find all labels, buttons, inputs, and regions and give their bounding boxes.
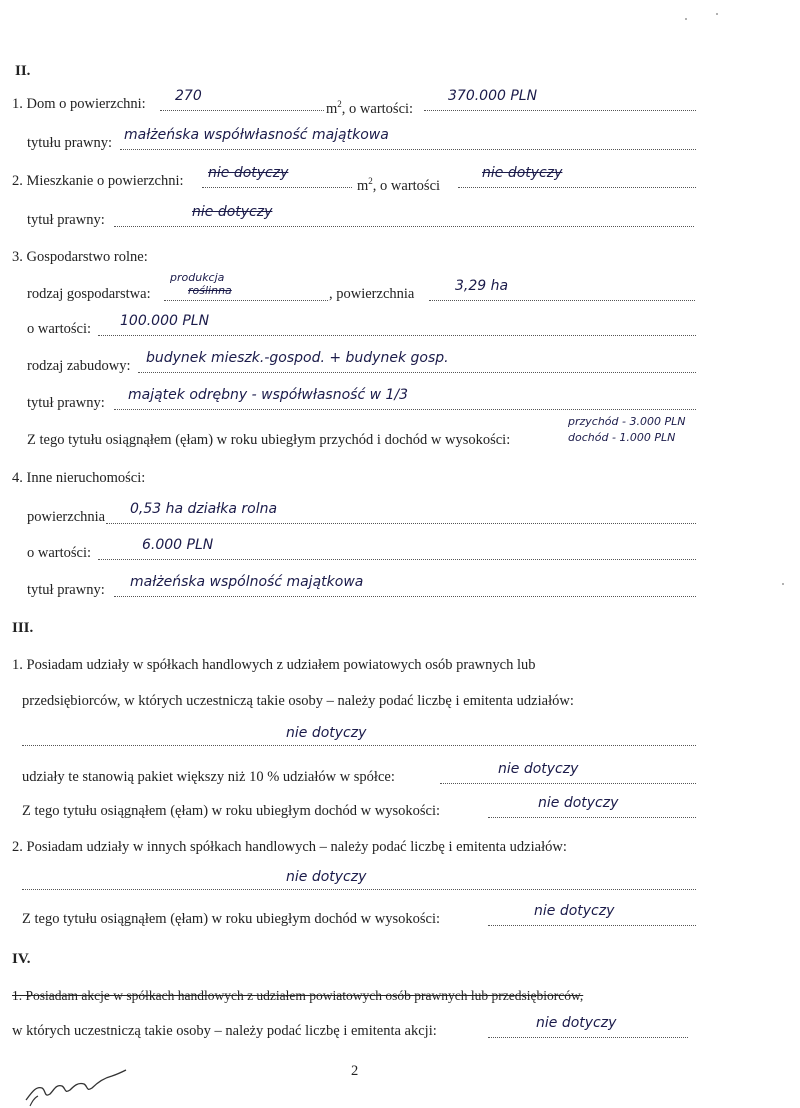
farm-buildings-label: rodzaj zabudowy:	[27, 358, 131, 374]
farm-kind-label: rodzaj gospodarstwa:	[27, 286, 151, 302]
section-heading-iii: III.	[12, 620, 34, 636]
shares-powiat-line	[22, 745, 696, 746]
farm-kind-line	[164, 300, 328, 301]
stocks-powiat-line1: 1. Posiadam akcje w spółkach handlowych z udziałem powiatowych osób prawnych lub przedsiębiorców,	[12, 988, 584, 1003]
other-value-line	[98, 559, 696, 560]
shares-stake-line	[440, 783, 696, 784]
shares-income-label: Z tego tytułu osiągnąłem (ęłam) w roku ubiegłym dochód w wysokości:	[22, 803, 441, 819]
house-title-value: małżeńska współwłasność majątkowa	[124, 127, 389, 143]
scan-speck	[685, 18, 687, 20]
farm-buildings-value: budynek mieszk.-gospod. + budynek gosp.	[146, 350, 449, 366]
shares-other-line	[22, 889, 696, 890]
page-number: 2	[351, 1063, 359, 1079]
stocks-powiat-value: nie dotyczy	[536, 1015, 617, 1031]
other-title-line	[114, 596, 696, 597]
farm-title-line	[114, 409, 696, 410]
farm-value: 100.000 PLN	[120, 313, 210, 329]
flat-title-value: nie dotyczy	[192, 204, 273, 220]
house-label: 1. Dom o powierzchni:	[12, 96, 146, 112]
flat-title-label: tytuł prawny:	[27, 212, 105, 228]
farm-income-label: Z tego tytułu osiągnąłem (ęłam) w roku ubiegłym przychód i dochód w wysokości:	[27, 432, 511, 448]
shares-other-income-label: Z tego tytułu osiągnąłem (ęłam) w roku ubiegłym dochód w wysokości:	[22, 911, 441, 927]
flat-area-line	[202, 187, 352, 188]
shares-stake-value: nie dotyczy	[498, 761, 579, 777]
farm-value-line	[98, 335, 696, 336]
house-area-line	[160, 110, 324, 111]
other-area-line	[106, 523, 696, 524]
farm-title-label: tytuł prawny:	[27, 395, 105, 411]
house-unit: $m^2$, o wartości:	[326, 99, 414, 117]
shares-other-value: nie dotyczy	[286, 869, 367, 885]
other-title-label: tytuł prawny:	[27, 582, 105, 598]
farm-revenue-value: przychód - 3.000 PLN	[568, 415, 686, 428]
house-value-line	[424, 110, 696, 111]
shares-other-income-line	[488, 925, 696, 926]
shares-other-income-value: nie dotyczy	[534, 903, 615, 919]
farm-area-line	[429, 300, 695, 301]
shares-powiat-line1: 1. Posiadam udziały w spółkach handlowych z udziałem powiatowych osób prawnych lub	[12, 657, 536, 673]
farm-kind-value-line1: produkcja	[170, 271, 225, 284]
farm-kind-value-line2: roślinna	[188, 284, 232, 297]
farm-area-label: , powierzchnia	[329, 286, 415, 302]
shares-powiat-value: nie dotyczy	[286, 725, 367, 741]
shares-powiat-line2: przedsiębiorców, w których uczestniczą takie osoby – należy podać liczbę i emitenta udziałów:	[22, 693, 574, 709]
other-area-label: powierzchnia	[27, 509, 106, 525]
section-heading-ii: II.	[15, 63, 31, 79]
farm-title-value: majątek odrębny - współwłasność w 1/3	[128, 387, 409, 403]
farm-income-value: dochód - 1.000 PLN	[568, 431, 676, 444]
farm-value-label: o wartości:	[27, 321, 92, 337]
stocks-powiat-line2: w których uczestniczą takie osoby – należy podać liczbę i emitenta akcji:	[12, 1023, 437, 1039]
house-value: 370.000 PLN	[448, 88, 538, 104]
signature-scribble	[22, 1062, 132, 1108]
flat-label: 2. Mieszkanie o powierzchni:	[12, 173, 184, 189]
scan-speck	[782, 583, 784, 585]
house-title-line	[120, 149, 696, 150]
farm-area-value: 3,29 ha	[455, 278, 509, 294]
flat-title-line	[114, 226, 694, 227]
flat-value: nie dotyczy	[482, 165, 563, 181]
flat-value-line	[458, 187, 696, 188]
shares-income-value: nie dotyczy	[538, 795, 619, 811]
flat-area-value: nie dotyczy	[208, 165, 289, 181]
other-area-value: 0,53 ha działka rolna	[130, 501, 278, 517]
other-title-value: małżeńska wspólność majątkowa	[130, 574, 364, 590]
other-property-label: 4. Inne nieruchomości:	[12, 470, 146, 486]
shares-stake-label: udziały te stanowią pakiet większy niż 10 % udziałów w spółce:	[22, 769, 395, 785]
house-area-value: 270	[175, 88, 202, 104]
other-value-label: o wartości:	[27, 545, 92, 561]
shares-income-line	[488, 817, 696, 818]
scan-speck	[716, 13, 718, 15]
farm-label: 3. Gospodarstwo rolne:	[12, 249, 148, 265]
house-title-label: tytułu prawny:	[27, 135, 112, 151]
stocks-powiat-line	[488, 1037, 688, 1038]
shares-other-label: 2. Posiadam udziały w innych spółkach handlowych – należy podać liczbę i emitenta udziałów:	[12, 839, 567, 855]
section-heading-iv: IV.	[12, 951, 31, 967]
farm-buildings-line	[138, 372, 696, 373]
flat-unit: $m^2$, o wartości	[357, 176, 441, 194]
other-value: 6.000 PLN	[142, 537, 214, 553]
